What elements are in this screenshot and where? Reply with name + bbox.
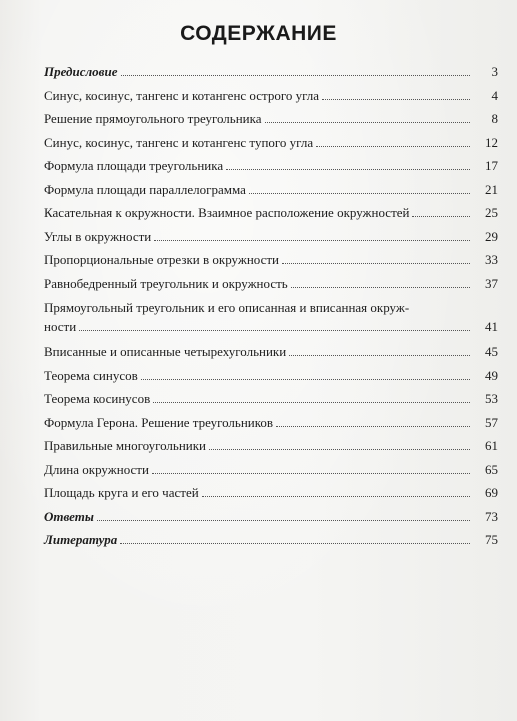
toc-entry-title: ности xyxy=(44,319,77,334)
dot-leader xyxy=(209,449,470,450)
toc-entry-title: Формула площади треугольника xyxy=(44,158,224,173)
page-title: СОДЕРЖАНИЕ xyxy=(180,22,337,45)
dot-leader xyxy=(412,216,470,217)
toc-entry xyxy=(44,432,498,456)
toc-entry xyxy=(44,82,498,106)
toc-entry xyxy=(44,338,498,362)
dot-leader xyxy=(120,543,470,544)
toc-entry-title: Правильные многоугольники xyxy=(44,438,207,453)
toc-entry-title: Предисловие xyxy=(44,64,118,79)
toc-entry-title: Пропорциональные отрезки в окружности xyxy=(44,252,280,267)
toc-entry-title: Длина окружности xyxy=(44,461,149,477)
toc-entry xyxy=(44,503,498,527)
dot-leader xyxy=(141,379,470,380)
toc-entry xyxy=(44,176,498,200)
table-of-contents xyxy=(44,58,498,550)
toc-entry-page-number: 12 xyxy=(485,134,498,150)
toc-entry-page-number: 61 xyxy=(485,438,498,453)
toc-entry-page-number: 45 xyxy=(485,344,498,359)
dot-leader xyxy=(282,263,470,264)
toc-entry-page-number: 65 xyxy=(485,461,498,477)
toc-entry-page-number: 3 xyxy=(491,64,498,79)
toc-entry-page-number: 75 xyxy=(485,532,498,547)
toc-entry xyxy=(44,152,498,176)
toc-entry-title: Вписанные и описанные четырехугольники xyxy=(44,344,287,359)
dot-leader xyxy=(121,75,471,76)
toc-entry xyxy=(44,199,498,223)
toc-entry xyxy=(44,129,498,153)
toc-entry xyxy=(44,479,498,503)
toc-entry-page-number: 8 xyxy=(491,111,498,126)
dot-leader xyxy=(154,240,470,241)
toc-entry-title: Равнобедренный треугольник и окружность xyxy=(44,275,288,291)
toc-entry xyxy=(44,293,498,338)
toc-entry-title: Решение прямоугольного треугольника xyxy=(44,111,262,126)
toc-entry-title: Синус, косинус, тангенс и котангенс острого угла xyxy=(44,87,320,103)
dot-leader xyxy=(249,193,470,194)
toc-entry xyxy=(44,409,498,433)
dot-leader xyxy=(152,473,470,474)
dot-leader xyxy=(265,122,470,123)
toc-entry xyxy=(44,385,498,409)
toc-entry-title: Площадь круга и его частей xyxy=(44,485,199,500)
toc-entry-title: Теорема синусов xyxy=(44,367,138,383)
toc-entry-page-number: 29 xyxy=(485,228,498,244)
dot-leader xyxy=(276,426,470,427)
toc-entry xyxy=(44,246,498,270)
toc-entry-title: Теорема косинусов xyxy=(44,391,151,406)
dot-leader xyxy=(153,402,470,403)
dot-leader xyxy=(291,287,470,288)
toc-entry-page-number: 37 xyxy=(485,275,498,291)
dot-leader xyxy=(226,169,470,170)
toc-entry xyxy=(44,105,498,129)
toc-entry xyxy=(44,223,498,247)
toc-entry xyxy=(44,270,498,294)
toc-entry xyxy=(44,58,498,82)
toc-entry-page-number: 17 xyxy=(485,158,498,173)
toc-entry-title-line1: Прямоугольный треугольник и его описанная и вписанная окруж- xyxy=(44,300,410,315)
dot-leader xyxy=(316,146,470,147)
dot-leader xyxy=(289,355,470,356)
toc-entry-page-number: 33 xyxy=(485,252,498,267)
toc-entry-title: Касательная к окружности. Взаимное расположение окружностей xyxy=(44,205,410,220)
toc-entry xyxy=(44,456,498,480)
toc-entry-page-number: 21 xyxy=(485,181,498,197)
dot-leader xyxy=(79,330,470,331)
dot-leader xyxy=(202,496,470,497)
toc-entry-page-number: 73 xyxy=(485,508,498,524)
toc-entry-page-number: 4 xyxy=(491,87,498,103)
toc-entry-title: Синус, косинус, тангенс и котангенс тупого угла xyxy=(44,134,314,150)
toc-entry-page-number: 53 xyxy=(485,391,498,406)
toc-entry-page-number: 25 xyxy=(485,205,498,220)
toc-entry-page-number: 57 xyxy=(485,414,498,430)
toc-entry-title: Формула площади параллелограмма xyxy=(44,181,246,197)
toc-entry-page-number: 49 xyxy=(485,367,498,383)
toc-entry-page-number: 41 xyxy=(485,319,498,334)
toc-entry-page-number: 69 xyxy=(485,485,498,500)
toc-entry-title: Литература xyxy=(44,532,118,547)
toc-entry-title: Углы в окружности xyxy=(44,228,152,244)
dot-leader xyxy=(322,99,470,100)
toc-entry xyxy=(44,526,498,550)
toc-entry xyxy=(44,362,498,386)
toc-entry-title: Формула Герона. Решение треугольников xyxy=(44,414,274,430)
toc-entry-title: Ответы xyxy=(44,508,94,524)
dot-leader xyxy=(97,520,470,521)
